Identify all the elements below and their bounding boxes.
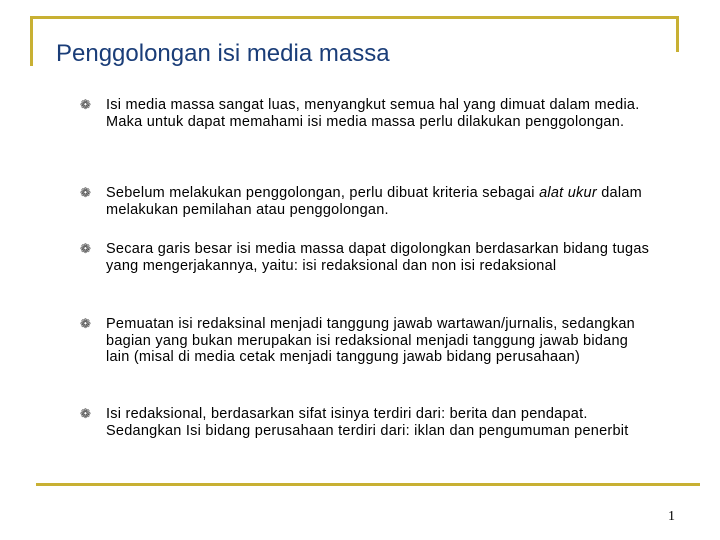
slide-title: Penggolongan isi media massa xyxy=(56,40,390,67)
bullet-item xyxy=(80,185,650,218)
bottom-border-line xyxy=(36,483,700,486)
bullet-text: Pemuatan isi redaksinal menjadi tanggung jawab wartawan/jurnalis, sedangkan bagian yang bukan merupakan isi redaksional menjadi tanggung jawab bidang lain (misal di media cetak menjadi tanggung jawab bidang perusahaan) xyxy=(106,316,635,365)
bullet-marker-icon: ❁ xyxy=(80,98,92,113)
bullet-item xyxy=(80,97,650,130)
bullet-marker-icon: ❁ xyxy=(80,186,92,201)
bullet-text: Isi redaksional, berdasarkan sifat isinya terdiri dari: berita dan pendapat. Sedangkan Isi bidang perusahaan terdiri dari: iklan dan pengumuman penerbit xyxy=(106,406,629,439)
bullet-item xyxy=(80,406,650,439)
bullet-marker-icon: ❁ xyxy=(80,242,92,257)
bullet-marker-icon: ❁ xyxy=(80,407,92,422)
bullet-marker-icon: ❁ xyxy=(80,317,92,332)
bullet-text: Secara garis besar isi media massa dapat digolongkan berdasarkan bidang tugas yang mengerjakannya, yaitu: isi redaksional dan non isi redaksional xyxy=(106,241,650,274)
bullet-text-before: Sebelum melakukan penggolongan, perlu dibuat kriteria sebagai xyxy=(106,185,540,201)
bullet-text-italic: alat ukur xyxy=(539,185,597,201)
bullet-item xyxy=(80,316,650,366)
bullet-text xyxy=(106,185,650,218)
bullet-text: Isi media massa sangat luas, menyangkut semua hal yang dimuat dalam media. Maka untuk dapat memahami isi media massa perlu dilakukan penggolongan. xyxy=(106,97,640,130)
bullet-text-after: dalam melakukan pemilahan atau penggolongan. xyxy=(106,185,642,218)
bullet-item xyxy=(80,241,650,274)
page-number: 1 xyxy=(668,509,675,524)
